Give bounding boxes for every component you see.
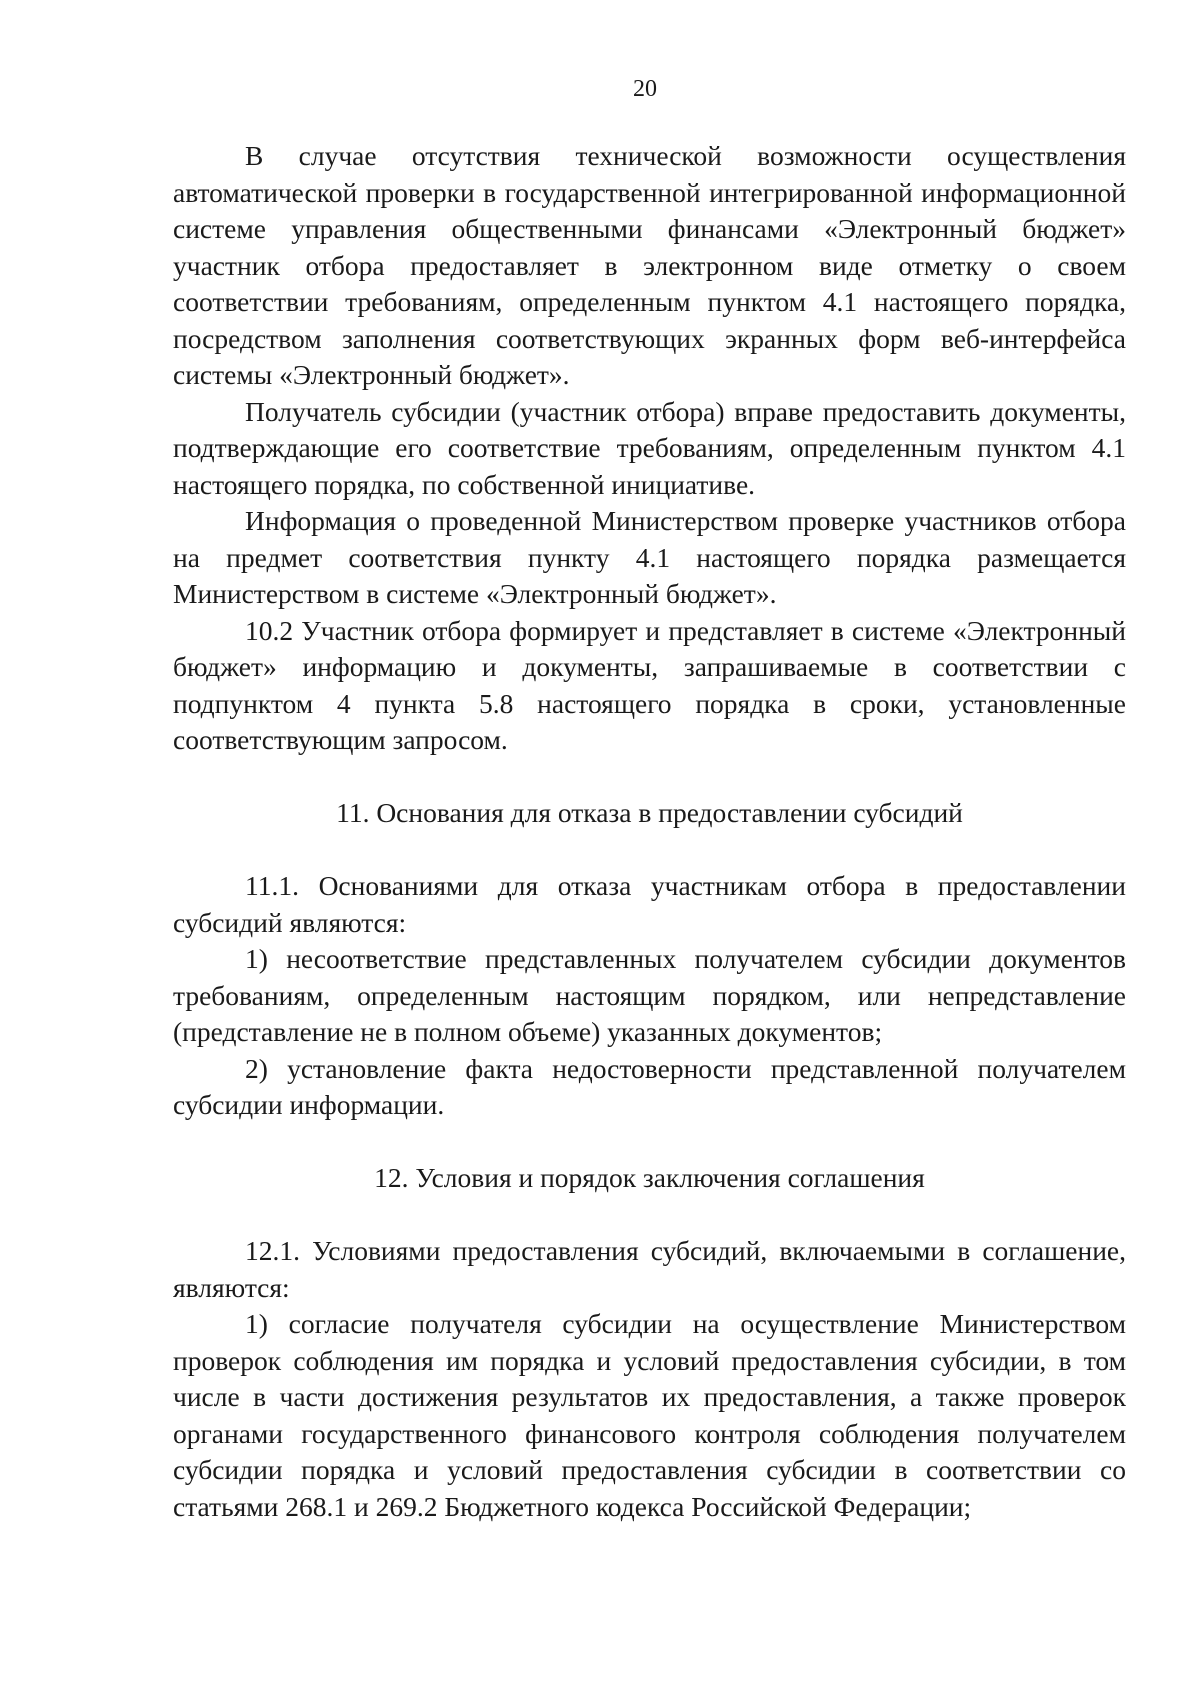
paragraph-11-1-item-1: 1) несоответствие представленных получателем субсидии документов требованиям, определенным настоящим порядком, или непредставление (представление не в полном объеме) указанных документов; xyxy=(173,943,1126,1047)
paragraph-ministry-check-info: Информация о проведенной Министерством проверке участников отбора на предмет соответствия пункту 4.1 настоящего порядка размещается Министерством в системе «Электронный бюджет». xyxy=(173,505,1126,609)
paragraph-11-1: 11.1. Основаниями для отказа участникам отбора в предоставлении субсидий являются: xyxy=(173,870,1126,938)
section-11-heading: 11. Основания для отказа в предоставлении субсидий xyxy=(336,797,963,828)
paragraph-12-1-item-1: 1) согласие получателя субсидии на осуществление Министерством проверок соблюдения им порядка и условий предоставления субсидии, в том числе в части достижения результатов их предоставления, а также проверок органами государственного финансового контроля соблюдения получателем субсидии порядка и условий предоставления субсидии в соответствии со статьями 268.1 и 269.2 Бюджетного кодекса Российской Федерации; xyxy=(173,1308,1126,1522)
paragraph-11-1-item-2: 2) установление факта недостоверности представленной получателем субсидии информации. xyxy=(173,1052,1126,1120)
paragraph-no-technical-possibility: В случае отсутствия технической возможности осуществления автоматической проверки в государственной интегрированной информационной системе управления общественными финансами «Электронный бюджет» участник отбора предоставляет в электронном виде отметку о своем соответствии требованиям, определенным пунктом 4.1 настоящего порядка, посредством заполнения соответствующих экранных форм веб-интерфейса системы «Электронный бюджет». xyxy=(173,140,1126,390)
paragraph-recipient-documents: Получатель субсидии (участник отбора) вправе предоставить документы, подтверждающие его соответствие требованиям, определенным пунктом 4.1 настоящего порядка, по собственной инициативе. xyxy=(173,395,1126,500)
paragraph-10-2: 10.2 Участник отбора формирует и представляет в системе «Электронный бюджет» информацию и документы, запрашиваемые в соответствии с подпунктом 4 пункта 5.8 настоящего порядка в сроки, установленные соответствующим запросом. xyxy=(173,614,1126,755)
section-12-heading: 12. Условия и порядок заключения соглашения xyxy=(374,1162,925,1193)
paragraph-12-1: 12.1. Условиями предоставления субсидий, включаемыми в соглашение, являются: xyxy=(173,1235,1126,1303)
page-number: 20 xyxy=(633,76,657,102)
document-body xyxy=(173,138,1126,1525)
